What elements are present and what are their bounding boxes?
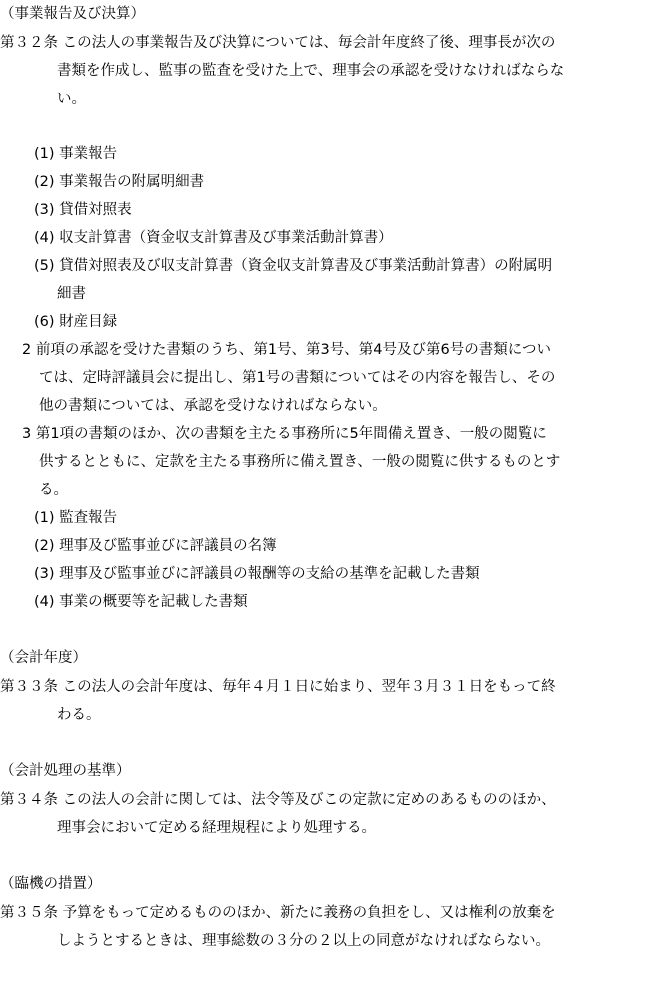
article-32-line-3: い。 [57, 91, 86, 107]
article-34-line-1: 第３４条 この法人の会計に関しては、法令等及びこの定款に定めのあるもののほか、 [0, 792, 556, 808]
paragraph-3-line-1: 3 第1項の書類のほか、次の書類を主たる事務所に5年間備え置き、一般の閲覧に [22, 426, 547, 442]
article-34-line-2: 理事会において定める経理規程により処理する。 [57, 820, 376, 836]
article-33-line-2: わる。 [57, 707, 101, 723]
article-33-heading: （会計年度） [0, 650, 87, 666]
sublist-item-2: (2) 理事及び監事並びに評議員の名簿 [34, 538, 277, 554]
sublist-item-4: (4) 事業の概要等を記載した書類 [34, 594, 248, 610]
paragraph-3-line-2: 供するとともに、定款を主たる事務所に備え置き、一般の閲覧に供するものとす [39, 454, 561, 470]
sublist-item-3: (3) 理事及び監事並びに評議員の報酬等の支給の基準を記載した書類 [34, 566, 480, 582]
list-item-1: (1) 事業報告 [34, 146, 118, 162]
list-item-4: (4) 収支計算書（資金収支計算書及び事業活動計算書） [34, 230, 393, 246]
article-32-heading: （事業報告及び決算） [0, 6, 145, 22]
article-35-line-2: しようとするときは、理事総数の３分の２以上の同意がなければならない。 [57, 933, 550, 949]
list-item-5: (5) 貸借対照表及び収支計算書（資金収支計算書及び事業活動計算書）の附属明 [34, 258, 553, 274]
paragraph-3-line-3: る。 [39, 482, 68, 498]
paragraph-2-line-1: 2 前項の承認を受けた書類のうち、第1号、第3号、第4号及び第6号の書類につい [22, 342, 551, 358]
paragraph-2-line-3: 他の書類については、承認を受けなければならない。 [39, 398, 387, 414]
paragraph-2-line-2: ては、定時評議員会に提出し、第1号の書類についてはその内容を報告し、その [39, 370, 556, 386]
sublist-item-1: (1) 監査報告 [34, 510, 118, 526]
article-32-line-2: 書類を作成し、監事の監査を受けた上で、理事会の承認を受けなければならな [57, 63, 565, 79]
list-item-3: (3) 貸借対照表 [34, 202, 132, 218]
list-item-2: (2) 事業報告の附属明細書 [34, 174, 205, 190]
article-32-line-1: 第３２条 この法人の事業報告及び決算については、毎会計年度終了後、理事長が次の [0, 35, 556, 51]
article-35-heading: （臨機の措置） [0, 876, 102, 892]
article-35-line-1: 第３５条 予算をもって定めるもののほか、新たに義務の負担をし、又は権利の放棄を [0, 905, 556, 921]
list-item-6: (6) 財産目録 [34, 314, 118, 330]
list-item-5-cont: 細書 [57, 286, 86, 302]
article-34-heading: （会計処理の基準） [0, 763, 131, 779]
article-33-line-1: 第３３条 この法人の会計年度は、毎年４月１日に始まり、翌年３月３１日をもって終 [0, 679, 556, 695]
